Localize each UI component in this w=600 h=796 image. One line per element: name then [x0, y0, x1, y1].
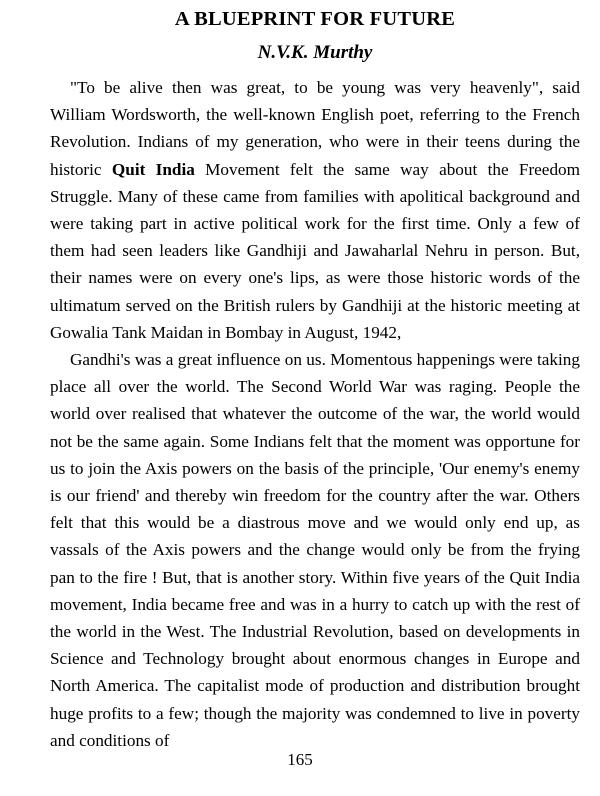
- chapter-title: A BLUEPRINT FOR FUTURE: [174, 8, 456, 30]
- page-number: 165: [287, 750, 313, 769]
- paragraph-1-text-start: "To be alive then was great, to be young was very heavenly", said William Wordsworth, the well-known English poet, referring to the French Revolution. Indians of my generation, who were in their teens during the historic: [50, 78, 580, 179]
- paragraph-1-text-end: Movement felt the same way about the Freedom Struggle. Many of these came from families with apolitical background and were taking part in active political work for the first time. Only a few of them had seen leaders like Gandhiji and Jawaharlal Nehru in person. But, their names were on every one's lips, as were those historic words of the ultimatum served on the British rulers by Gandhiji at the historic meeting at Gowalia Tank Maidan in Bombay in August, 1942,: [50, 159, 580, 342]
- paragraph-1: [50, 74, 580, 346]
- quit-india-emphasis: Quit India: [111, 159, 195, 179]
- paragraph-2: Gandhi's was a great influence on us. Momentous happenings were taking place all over the world. The Second World War was raging. People the world over realised that whatever the outcome of the war, the world would not be the same again. Some Indians felt that the moment was opportune for us to join the Axis powers on the basis of the principle, 'Our enemy's enemy is our friend' and thereby win freedom for the country after the war. Others felt that this would be a diastrous move and we would only end up, as vassals of the Axis powers and the change would only be from the frying pan to the fire ! But, that is another story. Within five years of the Quit India movement, India became free and was in a hurry to catch up with the rest of the world in the West. The Industrial Revolution, based on developments in Science and Technology brought about enormous changes in Europe and North America. The capitalist mode of production and distribution brought huge profits to a few; though the majority was condemned to live in poverty and conditions of: [50, 350, 580, 750]
- author-name: N.V.K. Murthy: [257, 42, 373, 63]
